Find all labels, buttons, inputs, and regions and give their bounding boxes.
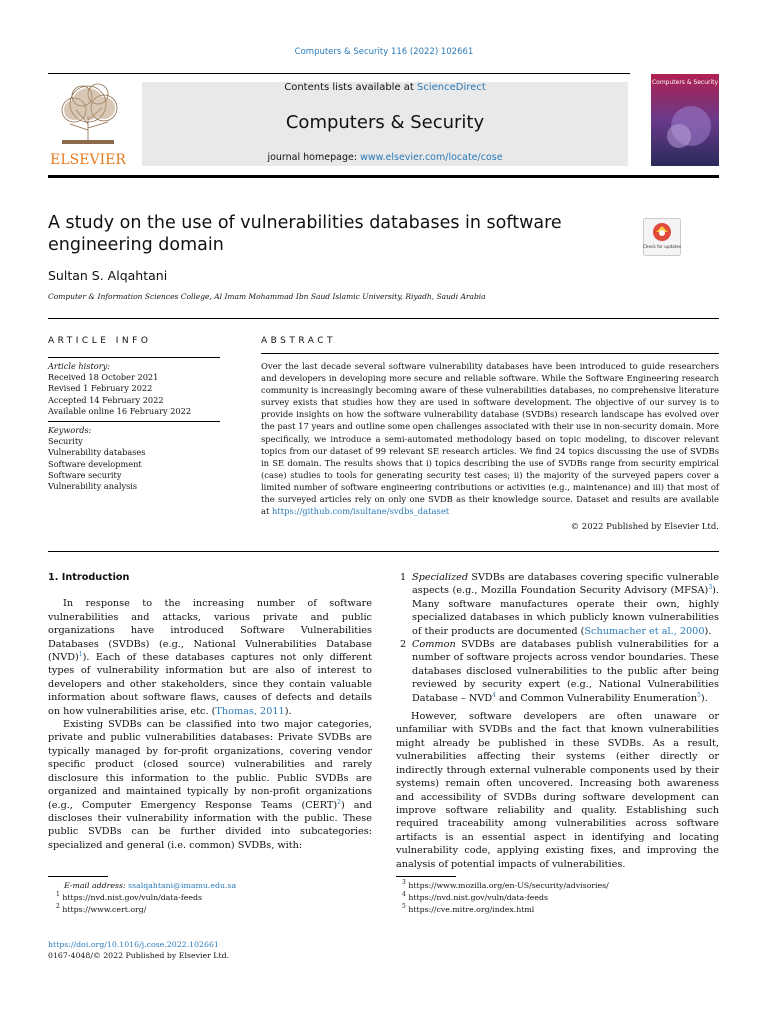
contents-prefix: Contents lists available at	[284, 82, 414, 93]
paragraph: However, software developers are often unaware or unfamiliar with SVDBs and the fact that known vulnerabilities might already be published in these SVDBs. As a result, vulnerabilities affecting their systems (either directly or indirectly through external vulnerable components used by their systems) remain often uncovered. Increasing both awareness and accessibility of SVDBs during software development can improve software reliability and quality. Establishing such required traceability among vulnerabilities across software artifacts is an essential aspect in identifying and locating vulnerability code, applying existing fixes, and improving the analysis of potential impacts of vulnerabilities.	[396, 711, 719, 870]
article-info-heading: ARTICLE INFO	[48, 336, 152, 346]
history-label: Article history:	[48, 361, 110, 371]
email-label: E-mail address:	[64, 881, 126, 890]
footnotes-left: E-mail address: ssalqahtani@imamu.edu.sa $^1$ https://nvd.nist.gov/vuln/data-feeds $^2$ https://www.cert.org/	[56, 881, 237, 914]
footnotes-right: $^3$ https://www.mozilla.org/en-US/security/advisories/ $^4$ https://nvd.nist.gov/vuln/data-feeds $^5$ https://cve.mitre.org/index.html	[402, 879, 609, 914]
divider	[48, 357, 220, 358]
crossmark-label: Check for updates	[643, 244, 681, 249]
contents-line	[142, 82, 628, 93]
keywords	[48, 425, 220, 492]
keywords-label: Keywords:	[48, 425, 92, 435]
abstract-copyright: © 2022 Published by Elsevier Ltd.	[570, 522, 719, 532]
abstract-text	[261, 360, 719, 517]
list-item: 1 Specialized SVDBs are databases covering specific vulnerable aspects (e.g., Mozilla Foundation Security Advisory (MFSA)$^3$). Many software manufactures operate their own, highly specialized databases in which publicly known vulnerabilities of their products are documented (Schumacher et al., 2000).	[400, 572, 719, 637]
elsevier-tree-logo-icon	[48, 80, 128, 168]
email-link[interactable]: ssalqahtani@imamu.edu.sa	[128, 881, 237, 890]
keyword: Vulnerability databases	[48, 447, 146, 458]
body-left-column	[48, 571, 372, 852]
history-received: Received 18 October 2021	[48, 372, 159, 383]
footnote-url[interactable]: https://www.mozilla.org/en-US/security/advisories/	[408, 881, 609, 890]
keyword: Software security	[48, 469, 122, 480]
keyword: Security	[48, 436, 83, 447]
sciencedirect-link[interactable]: ScienceDirect	[417, 82, 486, 93]
journal-name: Computers & Security	[285, 112, 485, 133]
divider	[261, 353, 719, 354]
footnote-url[interactable]: https://nvd.nist.gov/vuln/data-feeds	[408, 893, 548, 902]
divider	[48, 73, 630, 74]
keyword: Software development	[48, 458, 142, 469]
list-item: 2 Common SVDBs are databases publish vulnerabilities for a number of software projects across vendor boundaries. These databases disclosed vulnerabilities to the public after being reviewed by security expert (e.g., National Vulnerabilities Database – NVD$^4$ and Common Vulnerability Enumeration$^5$).	[400, 639, 719, 704]
abstract-body: Over the last decade several software vulnerability databases have been introduced to guide researchers and developers in developing more secure and reliable software. While the Software Engineering research community is increasingly becoming aware of these vulnerabilities databases, no comprehensive literature survey exists that studies how they are used in software development. The objective of our survey is to provide insights on how the software vulnerability database (SVDBs) research landscape has evolved over the past 17 years and outline some open challenges associated with their use in non-security domain. More specifically, we introduce a semi-automated methodology based on topic modeling, to discover relevant topics from our dataset of 99 relevant SE research articles. We find 24 topics discussing the use of SVDBs in SE domain. The results shows that i) topics describing the use of SVDBs range from security empirical (case) studies to tools for generating security test cases; ii) the majority of the surveyed papers cover a limited number of software engineering contributions or activities (e.g., maintenance) and iii) that most of the surveyed articles rely on only one SVDB as their knowledge source. Dataset and results are available at	[261, 361, 719, 517]
divider	[48, 421, 220, 422]
cover-title: Computers & Security	[651, 79, 719, 86]
footnote-url[interactable]: https://cve.mitre.org/index.html	[408, 905, 535, 914]
body-right-column	[396, 571, 719, 871]
citation-link[interactable]: Schumacher et al., 2000	[584, 625, 705, 637]
dataset-link[interactable]: https://github.com/isultane/svdbs_dataset	[272, 506, 450, 517]
abstract-heading: ABSTRACT	[261, 336, 337, 346]
footnote-url[interactable]: https://www.cert.org/	[62, 905, 147, 914]
elsevier-wordmark: ELSEVIER	[50, 152, 126, 168]
homepage-prefix: journal homepage:	[267, 152, 358, 163]
list-number: 1	[400, 572, 407, 583]
divider-thick	[48, 175, 719, 178]
article-history	[48, 361, 220, 417]
footnote-ref[interactable]: 2	[337, 798, 341, 806]
homepage-line	[142, 152, 628, 163]
section-heading: 1. Introduction	[48, 572, 130, 583]
doi-link[interactable]: https://doi.org/10.1016/j.cose.2022.102661	[48, 940, 219, 949]
footnote-url[interactable]: https://nvd.nist.gov/vuln/data-feeds	[62, 893, 202, 902]
issn-line: 0167-4048/© 2022 Published by Elsevier Ltd.	[48, 951, 230, 960]
journal-citation[interactable]: Computers & Security 116 (2022) 102661	[294, 47, 474, 57]
footnote-divider	[48, 876, 108, 877]
homepage-link[interactable]: www.elsevier.com/locate/cose	[360, 152, 503, 163]
history-online: Available online 16 February 2022	[48, 405, 192, 416]
author-affiliation: Computer & Information Sciences College, Al Imam Mohammad Ibn Saud Islamic University, Riyadh, Saudi Arabia	[48, 292, 486, 301]
citation-link[interactable]: Thomas, 2011	[215, 705, 285, 717]
article-title: A study on the use of vulnerabilities databases in software engineering domain	[48, 213, 562, 255]
footnote-divider	[396, 876, 456, 877]
footnote-ref[interactable]: 3	[708, 584, 713, 592]
paragraph: In response to the increasing number of software vulnerabilities and attacks, various private and public organizations have introduced Software Vulnerabilities Databases (SVDBs) (e.g., National Vulnerabilities Database (NVD)$^1$). Each of these databases captures not only different types of vulnerability information but are also of interest to developers and other stakeholders, since they contain valuable information about software flaws, causes of defects and details on how vulnerabilities arise, etc. (Thomas, 2011).	[48, 598, 372, 717]
check-for-updates-icon[interactable]	[643, 218, 681, 256]
keyword: Vulnerability analysis	[48, 481, 138, 492]
paragraph: Existing SVDBs can be classified into two major categories, private and public vulnerabilities databases: Private SVDBs are typically managed by for-profit organizations, covering vendor specific product (closed source) vulnerabilities and rarely disclosure this information to the public. Public SVDBs are organized and maintained typically by non-profit organizations (e.g., Computer Emergency Response Teams (CERT)$^2$) and discloses their vulnerability information with the public. These public SVDBs can be further divided into subcategories: specialized and general (i.e. common) SVDBs, with:	[48, 719, 373, 851]
footnote-ref[interactable]: 1	[78, 651, 83, 659]
author-name: Sultan S. Alqahtani	[48, 268, 168, 283]
list-number: 2	[400, 639, 407, 651]
journal-cover-image[interactable]	[651, 74, 719, 166]
divider	[48, 551, 719, 552]
footnote-ref[interactable]: 4	[492, 691, 496, 699]
footnote-ref[interactable]: 5	[697, 691, 701, 699]
history-accepted: Accepted 14 February 2022	[48, 394, 164, 405]
history-revised: Revised 1 February 2022	[48, 383, 153, 394]
divider	[48, 318, 719, 319]
page-footer	[48, 939, 229, 961]
